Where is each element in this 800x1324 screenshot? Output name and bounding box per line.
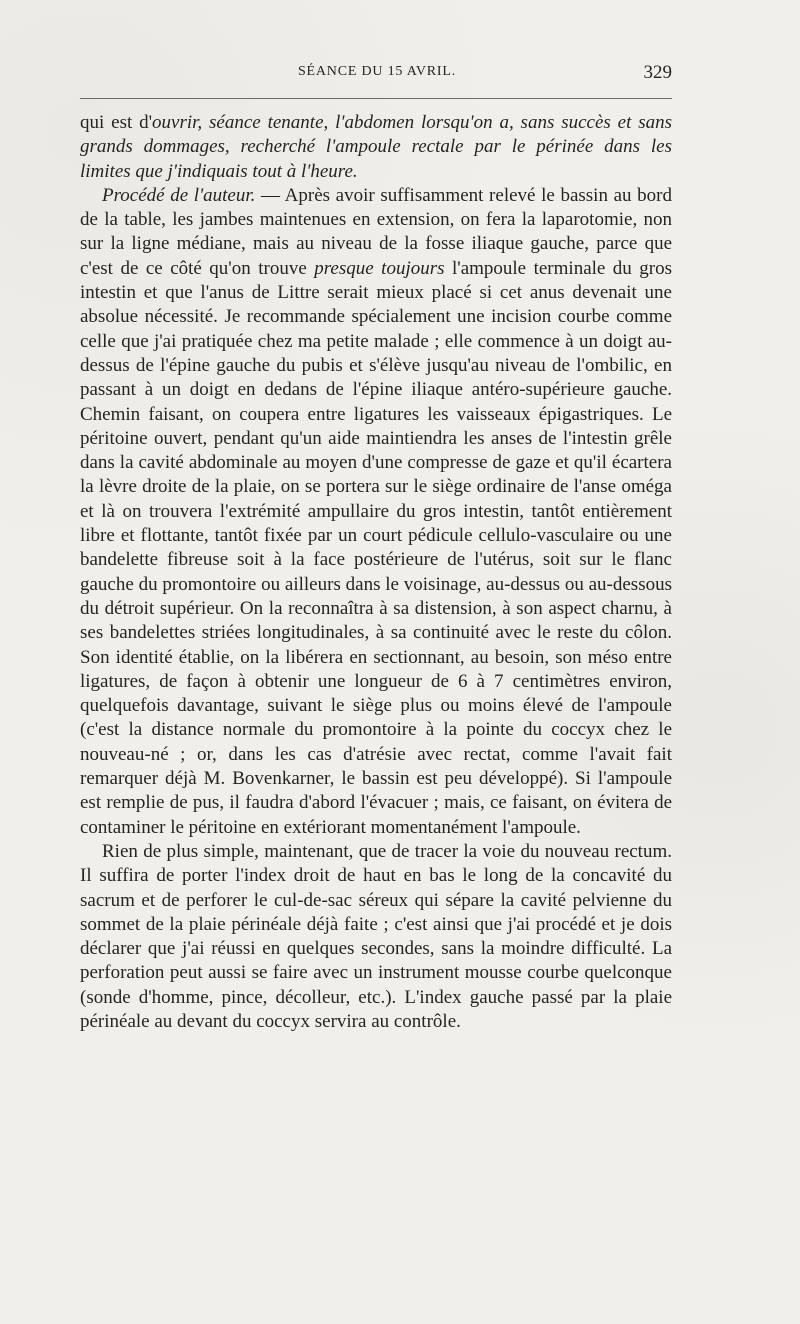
final-paragraph: Rien de plus simple, maintenant, que de tracer la voie du nouveau rectum. Il suffira de porter l'index droit de haut en bas le long de la concavité du sacrum et de perforer le cul-de-sac séreux qui sépare la cavité pelvienne du sommet de la plaie périnéale déjà faite ; c'est ainsi que j'ai procédé et je dois déclarer que j'ai réussi en quelques secondes, sans la moindre difficulté. La perforation peut aussi se faire avec un instrument mousse courbe quelconque (sonde d'homme, pince, décolleur, etc.). L'index gauche passé par la plaie périnéale au devant du coccyx servira au contrôle.	[80, 840, 672, 1032]
opening-italic-text: ouvrir, séance tenante, l'abdomen lorsqu'on a, sans succès et sans grands dommages, recherché l'ampoule rectale par le périnée dans les limites que j'indiquais tout à l'heure.	[80, 112, 673, 182]
procedure-italic-emphasis: presque toujours	[314, 257, 445, 279]
procedure-intro: — Après avoir suffisamment relevé le bassin au bord de la table, les jambes maintenues en extension, on fera la laparotomie, non sur la ligne médiane, mais au niveau de la fosse iliaque gauche, parce que c'est de ce côté qu'on trouve	[80, 184, 672, 279]
running-head	[82, 62, 672, 86]
procedure-text: l'ampoule terminale du gros intestin et que l'anus de Littre serait mieux placé si cet anus devenait une absolue nécessité. Je recommande spécialement une incision courbe comme celle que j'ai pratiquée chez ma petite malade ; elle commence à un doigt au-dessus de l'épine gauche du pubis et s'élève jusqu'au niveau de l'ombilic, en passant à un doigt en dedans de l'épine iliaque antéro-supérieure gauche. Chemin faisant, on coupera entre ligatures les vaisseaux épigastriques. Le péritoine ouvert, pendant qu'un aide maintiendra les anses de l'intestin grêle dans la cavité abdominale au moyen d'une compresse de gaze et qu'il écartera la lèvre droite de la plaie, on se portera sur le siège ordinaire de l'anse oméga et là on trouvera l'extrémité ampullaire du gros intestin, tantôt entièrement libre et flottante, tantôt fixée par un court pédicule cellulo-vasculaire ou une bandelette fibreuse soit à la face postérieure de l'utérus, soit sur le flanc gauche du promontoire ou ailleurs dans le voisinage, au-dessus ou au-dessous du détroit supérieur. On la reconnaîtra à sa distension, à son aspect charnu, à ses bandelettes striées longitudinales, à sa continuité avec le reste du côlon. Son identité établie, on la libérera en sectionnant, au besoin, son méso entre ligatures, de façon à obtenir une longueur de 6 à 7 centimètres environ, quelquefois davantage, suivant le siège plus ou moins élevé de l'ampoule (c'est la distance normale du promontoire à la pointe du coccyx chez le nouveau-né ; or, dans les cas d'atrésie avec rectat, comme l'avait fait remarquer déjà M. Bovenkarner, le bassin est peu développé). Si l'ampoule est remplie de pus, il faudra d'abord l'évacuer ; mais, ce faisant, on évitera de contaminer le péritoine en extériorant momentanément l'ampoule.	[80, 257, 673, 838]
header-rule	[80, 98, 672, 99]
main-text	[80, 111, 672, 1034]
running-title: SÉANCE DU 15 AVRIL.	[297, 64, 457, 79]
procedure-paragraph	[80, 184, 672, 840]
opening-paragraph	[80, 111, 672, 184]
page-number: 329	[643, 62, 672, 83]
opening-text: qui est d'	[80, 112, 153, 133]
procedure-heading: Procédé de l'auteur.	[102, 184, 256, 206]
